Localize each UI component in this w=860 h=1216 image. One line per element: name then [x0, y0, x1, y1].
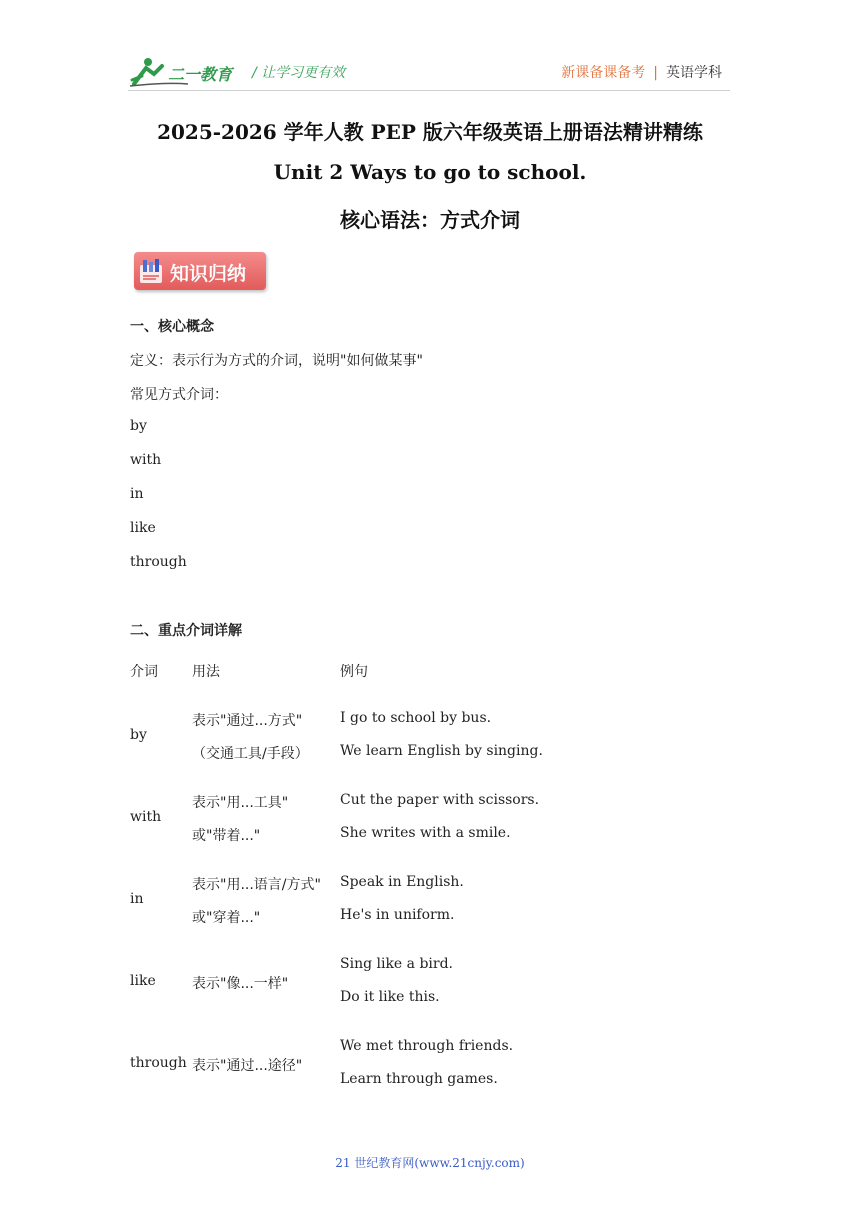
logo-icon: [128, 54, 238, 90]
table-cell-example: We learn English by singing.: [340, 743, 543, 759]
table-cell-usage: 或"穿着...": [192, 910, 261, 926]
header-right: [561, 62, 722, 82]
footer-link[interactable]: 21 世纪教育网(www.21cnjy.com): [335, 1156, 525, 1170]
definition-text: 定义：表示行为方式的介词，说明"如何做某事": [130, 353, 423, 369]
section2-heading: 二、重点介词详解: [130, 623, 242, 639]
table-cell-usage: 表示"用...语言/方式": [192, 877, 321, 893]
unit-title: Unit 2 Ways to go to school.: [273, 160, 587, 184]
list-item: like: [130, 520, 156, 536]
table-cell-example: Speak in English.: [340, 874, 464, 890]
table-cell-example: He's in uniform.: [340, 907, 455, 923]
table-cell-preposition: through: [130, 1055, 187, 1071]
slogan: / 让学习更有效: [252, 65, 346, 81]
grammar-title: 核心语法：方式介词: [340, 208, 520, 232]
table-cell-preposition: by: [130, 727, 147, 743]
table-cell-example: I go to school by bus.: [340, 710, 492, 726]
table-cell-preposition: like: [130, 973, 156, 989]
table-cell-example: Do it like this.: [340, 989, 440, 1005]
table-header-usage: 用法: [192, 664, 220, 680]
knowledge-badge: [134, 252, 266, 290]
table-cell-preposition: with: [130, 809, 162, 825]
logo-text: 二一教育: [168, 65, 233, 84]
table-cell-preposition: in: [130, 891, 144, 907]
list-item: by: [130, 418, 147, 434]
table-cell-example: She writes with a smile.: [340, 825, 511, 841]
common-prepositions-label: 常见方式介词：: [130, 387, 228, 403]
table-cell-example: Cut the paper with scissors.: [340, 792, 540, 808]
table-cell-example: Learn through games.: [340, 1071, 498, 1087]
list-item: through: [130, 554, 187, 570]
table-cell-usage: 或"带着...": [192, 828, 261, 844]
badge-label: 知识归纳: [170, 263, 247, 285]
list-item: in: [130, 486, 144, 502]
list-item: with: [130, 452, 162, 468]
page-header: [0, 0, 860, 100]
table-cell-usage: 表示"通过...方式": [192, 713, 303, 729]
section1-heading: 一、核心概念: [130, 319, 214, 335]
table-header-example: 例句: [340, 664, 368, 680]
header-course-label: 新课备课备考: [561, 65, 646, 81]
book-icon: [138, 257, 164, 285]
header-separator: |: [653, 65, 658, 81]
doc-title: 2025-2026 学年人教 PEP 版六年级英语上册语法精讲精练: [157, 120, 703, 144]
table-cell-example: We met through friends.: [340, 1038, 514, 1054]
table-cell-usage: 表示"像...一样": [192, 976, 289, 992]
table-cell-example: Sing like a bird.: [340, 956, 454, 972]
header-subject-label: 英语学科: [666, 65, 722, 81]
table-cell-usage: 表示"通过...途径": [192, 1058, 303, 1074]
table-header-preposition: 介词: [130, 664, 158, 680]
table-cell-usage: 表示"用...工具": [192, 795, 289, 811]
table-cell-usage: （交通工具/手段）: [192, 746, 309, 762]
header-divider: [128, 90, 730, 91]
